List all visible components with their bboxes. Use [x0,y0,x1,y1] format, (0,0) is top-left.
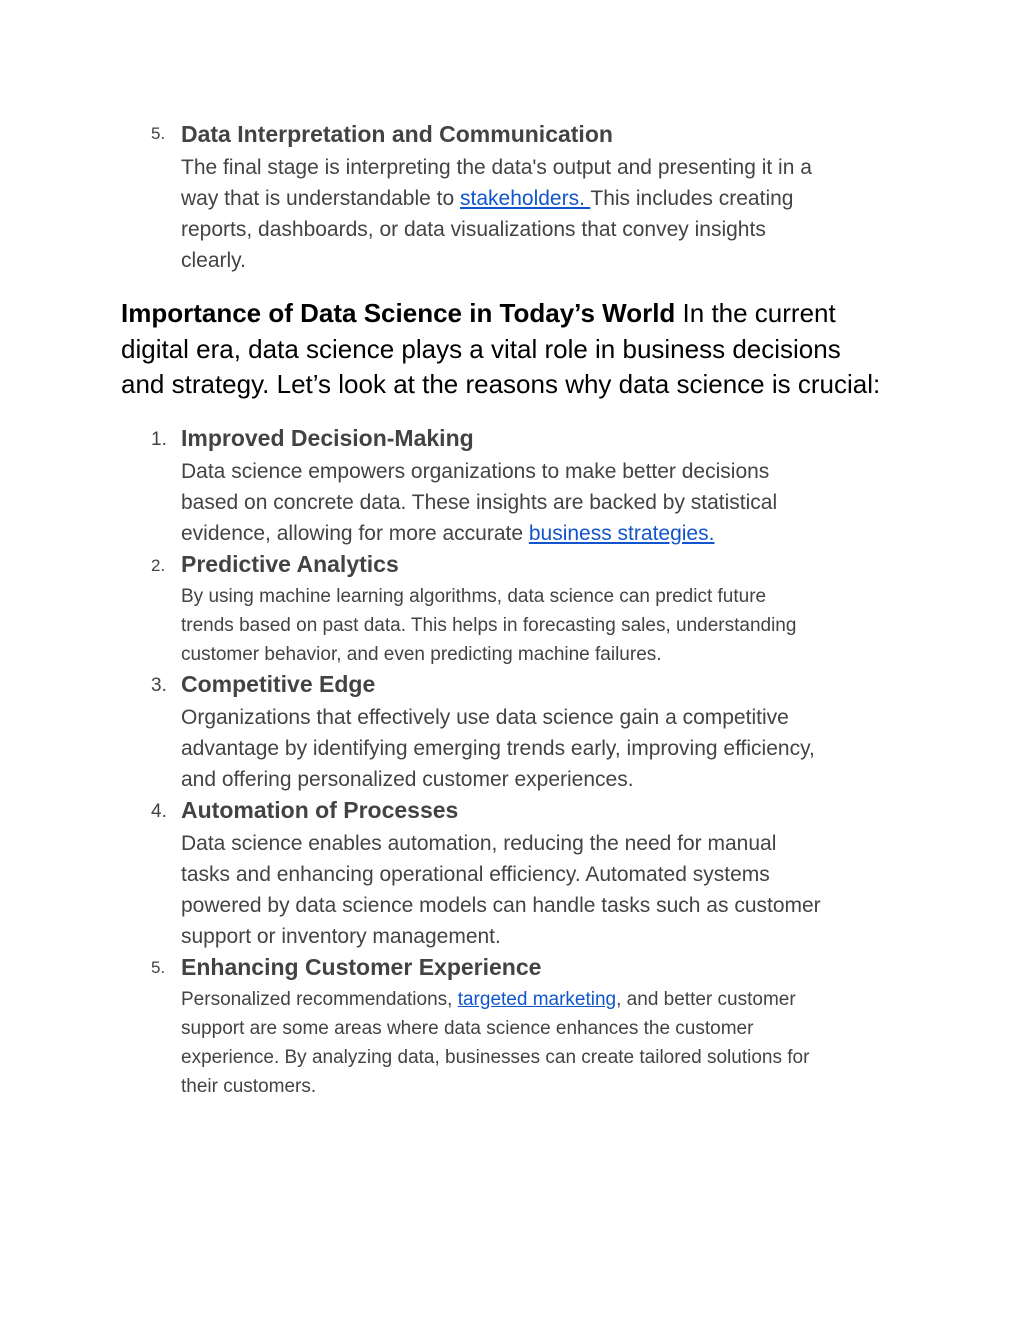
body-line: By using machine learning algorithms, data science can predict future [181,586,767,607]
list-number: 5. [151,124,166,143]
body-text: evidence, allowing for more accurate [181,522,529,545]
list-item-title: Automation of Processes [181,797,459,823]
body-line: based on concrete data. These insights are backed by statistical [181,491,778,514]
body-line [181,985,906,1014]
body-text: This includes creating [590,187,794,210]
stakeholders-link[interactable]: stakeholders. [460,187,591,210]
body-line [181,518,906,549]
body-line: Data science empowers organizations to make better decisions [181,460,770,483]
list-number: 3. [151,675,167,696]
list-item-body [181,702,906,795]
list-item-body [181,985,906,1101]
section-heading-paragraph [121,296,921,403]
body-line: reports, dashboards, or data visualizations that convey insights [181,218,766,241]
body-text: way that is understandable to [181,187,461,210]
body-line: and offering personalized customer experiences. [181,768,634,791]
list-number: 1. [151,429,167,450]
body-line: The final stage is interpreting the data's output and presenting it in a [181,156,812,179]
body-line: experience. By analyzing data, businesses can create tailored solutions for [181,1047,810,1068]
heading-line: digital era, data science plays a vital role in business decisions [121,333,841,364]
body-line: Organizations that effectively use data science gain a competitive [181,706,789,729]
body-line: support are some areas where data science enhances the customer [181,1018,754,1039]
body-line [181,183,906,214]
list-item-body [181,828,906,952]
targeted-marketing-link[interactable]: targeted marketing [457,989,617,1010]
list-number: 2. [151,556,166,575]
list-number: 5. [151,958,166,977]
section-heading: Importance of Data Science in Today’s World [121,298,676,328]
body-text: Personalized recommendations, [181,989,458,1010]
heading-text: In the current [675,298,836,328]
list-item-title: Predictive Analytics [181,551,399,577]
heading-line [121,296,921,332]
business-strategies-link[interactable]: business strategies. [528,522,715,545]
body-line: tasks and enhancing operational efficiency. Automated systems [181,863,770,886]
body-line: trends based on past data. This helps in forecasting sales, understanding [181,615,797,636]
body-line: advantage by identifying emerging trends early, improving efficiency, [181,737,815,760]
list-item-body [181,456,906,549]
list-item-title: Data Interpretation and Communication [181,121,613,147]
body-text: , and better customer [616,989,796,1010]
list-number: 4. [151,801,167,822]
list-item-body [181,582,906,669]
list-item-title: Improved Decision-Making [181,425,474,451]
body-line: powered by data science models can handle tasks such as customer [181,894,821,917]
body-line: customer behavior, and even predicting machine failures. [181,644,662,665]
body-line: support or inventory management. [181,925,501,948]
body-line: Data science enables automation, reducing the need for manual [181,832,777,855]
body-line: their customers. [181,1076,317,1097]
list-item-title: Enhancing Customer Experience [181,954,542,980]
list-item-title: Competitive Edge [181,671,376,697]
body-line: clearly. [181,249,246,272]
list-item-body [181,152,906,276]
heading-line: and strategy. Let’s look at the reasons why data science is crucial: [121,369,881,399]
